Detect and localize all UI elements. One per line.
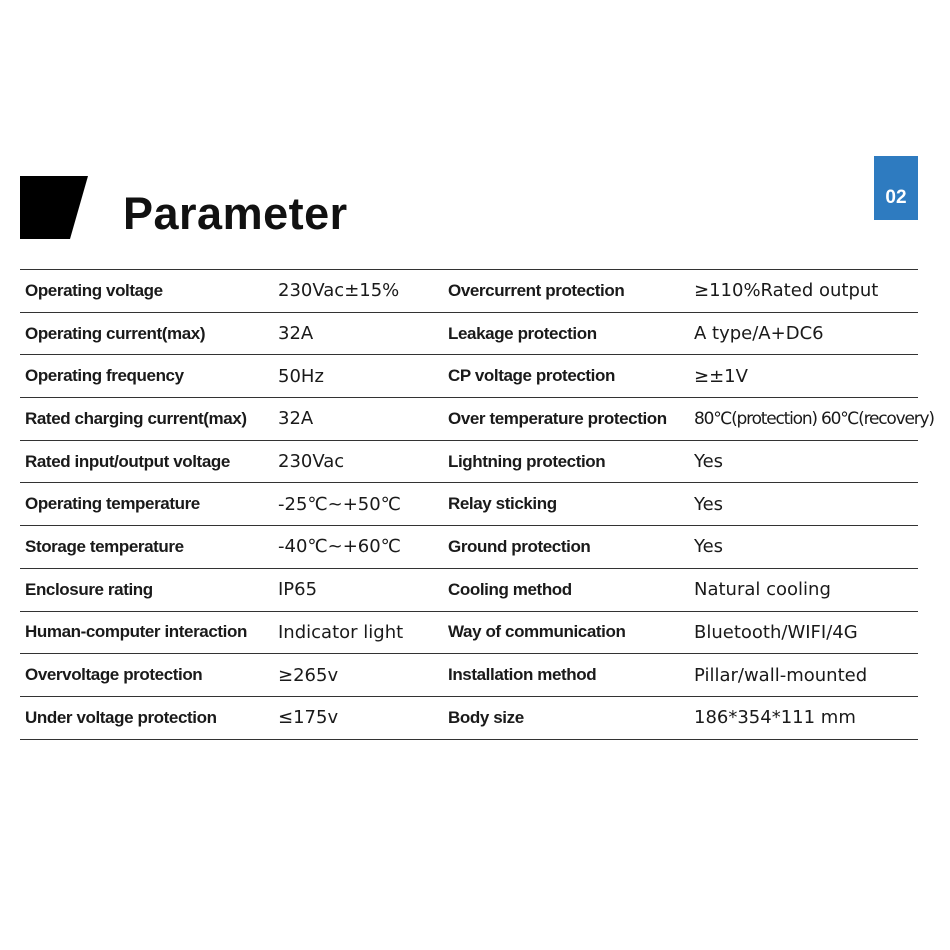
spec-value: ≥265v [278, 664, 339, 686]
table-row [20, 654, 918, 697]
spec-label: Under voltage protection [25, 707, 217, 727]
spec-value: -40℃~+60℃ [278, 536, 401, 558]
spec-value: Yes [694, 536, 724, 558]
spec-label: Rated charging current(max) [25, 408, 247, 428]
spec-label: CP voltage protection [448, 366, 615, 386]
spec-value: A type/A+DC6 [694, 323, 824, 345]
spec-value: 32A [278, 408, 314, 430]
table-row [20, 355, 918, 398]
spec-value: ≤175v [278, 707, 339, 729]
spec-label: Human-computer interaction [25, 622, 247, 642]
spec-label: Overvoltage protection [25, 665, 203, 685]
page-title: Parameter [123, 188, 348, 239]
spec-value: 32A [278, 323, 314, 345]
table-row [20, 569, 918, 612]
page-number-badge: 02 [874, 156, 918, 220]
table-row [20, 526, 918, 569]
spec-value: 230Vac±15% [278, 280, 400, 302]
spec-value: Natural cooling [694, 579, 831, 601]
spec-label: Enclosure rating [25, 579, 153, 599]
spec-label: Operating frequency [25, 366, 184, 386]
table-row [20, 398, 934, 441]
spec-value: ≥±1V [694, 365, 748, 387]
spec-label: Installation method [448, 665, 597, 685]
table-row [20, 270, 918, 313]
table-row [20, 313, 918, 356]
spec-label: Storage temperature [25, 536, 184, 556]
spec-value: Bluetooth/WIFI/4G [694, 621, 858, 643]
spec-label: Way of communication [448, 622, 626, 642]
spec-value: -25℃~+50℃ [278, 493, 401, 515]
spec-label: Lightning protection [448, 451, 606, 471]
spec-label: Ground protection [448, 536, 591, 556]
spec-label: Over temperature protection [448, 408, 667, 428]
spec-value: Yes [694, 451, 724, 473]
table-row [20, 697, 918, 740]
spec-value: ≥110%Rated output [694, 280, 879, 302]
spec-value: 230Vac [278, 451, 345, 473]
spec-label: Relay sticking [448, 494, 557, 514]
spec-value: Yes [694, 493, 724, 515]
spec-label: Overcurrent protection [448, 280, 625, 300]
spec-label: Cooling method [448, 579, 572, 599]
spec-label: Leakage protection [448, 323, 597, 343]
spec-value: 50Hz [278, 365, 324, 387]
spec-value: Pillar/wall-mounted [694, 664, 868, 686]
spec-value: IP65 [278, 579, 318, 601]
spec-value: 80℃(protection) 60℃(recovery) [694, 408, 934, 429]
table-row [20, 483, 918, 526]
spec-value: 186*354*111 mm [694, 707, 856, 729]
spec-label: Operating voltage [25, 280, 163, 300]
spec-label: Rated input/output voltage [25, 451, 230, 471]
spec-label: Operating current(max) [25, 323, 206, 343]
spec-table [20, 269, 934, 740]
spec-value: Indicator light [278, 621, 404, 643]
header-decor-shape [20, 176, 88, 239]
spec-label: Body size [448, 707, 524, 727]
spec-label: Operating temperature [25, 494, 200, 514]
table-row [20, 441, 918, 484]
table-row [20, 612, 918, 655]
